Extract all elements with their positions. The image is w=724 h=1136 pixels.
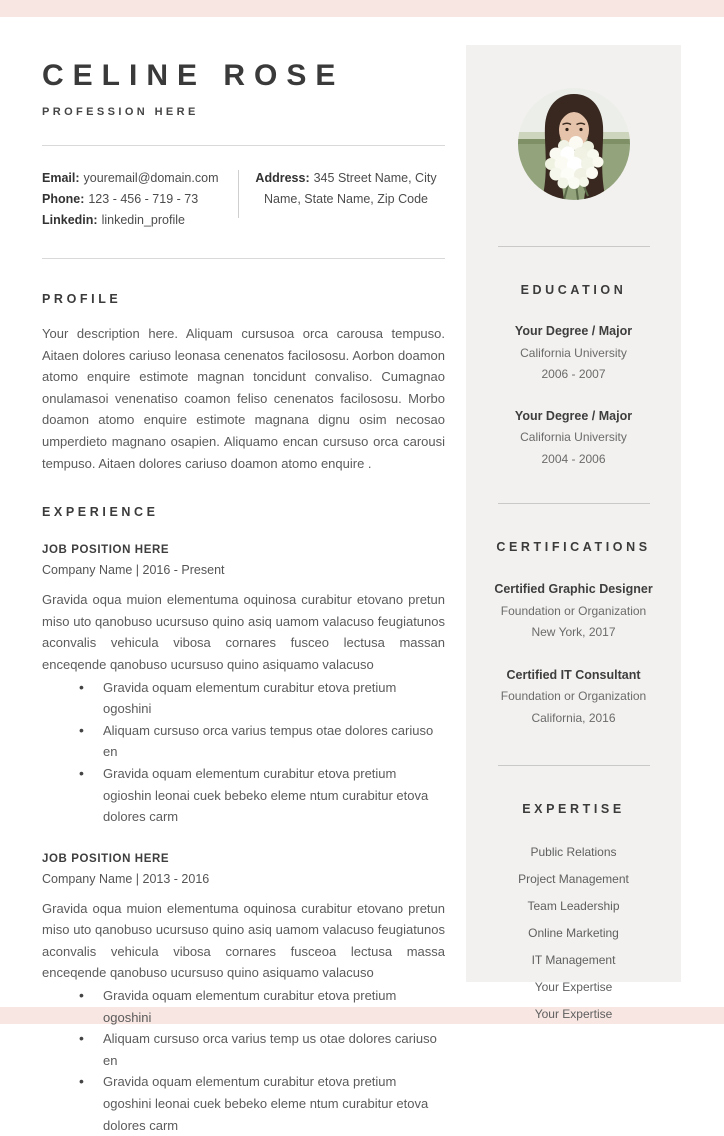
- sidebar: [466, 45, 681, 1021]
- contact-section: [42, 168, 445, 231]
- profile-description: Your description here. Aliquam cursusoa orca carousa tempuso. Aitaen dolores cariuso leonasa cenenatos facilososu. Aorbon doamon atomo enquire estimote magnan toncidunt convaliso. Cumagnao onulamasoi venenatiso coamon feliso cenenatos facilososu. Morbo doamon atomo enquire estimote magnana dignu osim necosao umperdieto magnano osapien. Aliquamo encan cursuso orca carousi tempuso. Aitaen dolores cariuso doamon atomo enquire .: [42, 326, 445, 471]
- education-section-title: EDUCATION: [520, 283, 627, 297]
- degree-name: Your Degree / Major: [514, 324, 633, 338]
- main-column: [42, 45, 445, 1136]
- contact-email-label: Email:: [42, 171, 80, 185]
- certification-name: Certified Graphic Designer: [494, 582, 653, 596]
- profession-title: PROFESSION HERE: [42, 106, 199, 118]
- expertise-list: [466, 839, 681, 1028]
- experience-job: [42, 853, 445, 1136]
- job-position: JOB POSITION HERE: [42, 544, 170, 557]
- contact-phone: [42, 189, 238, 210]
- certification-item: [466, 579, 681, 644]
- expertise-item: Online Marketing: [528, 926, 619, 940]
- school-name: California University: [520, 345, 627, 360]
- contact-address-value: 345 Street Name, City Name, State Name, Zip Code: [264, 171, 437, 206]
- sidebar-divider: [498, 765, 650, 766]
- expertise-item: Project Management: [518, 872, 629, 886]
- certification-place: New York, 2017: [531, 625, 616, 639]
- job-position: JOB POSITION HERE: [42, 852, 170, 865]
- job-bullet-list: [42, 985, 445, 1136]
- education-item: [466, 406, 681, 471]
- job-bullet: • Gravida oquam elementum curabitur etova pretium ogoshini: [103, 677, 445, 720]
- education-years: 2004 - 2006: [541, 451, 606, 466]
- certification-place: California, 2016: [531, 710, 616, 725]
- sidebar-divider: [498, 503, 650, 504]
- expertise-item: Your Expertise: [534, 980, 613, 994]
- job-bullet: • Gravida oquam elementum curabitur etova pretium ogoshini: [103, 985, 445, 1028]
- education-item: [466, 321, 681, 386]
- profile-section-title: PROFILE: [42, 292, 122, 306]
- certification-name: Certified IT Consultant: [506, 667, 641, 682]
- profile-photo-wrapper: [466, 88, 681, 200]
- person-name: CELINE ROSE: [42, 59, 345, 92]
- contact-address-label: Address:: [255, 171, 310, 185]
- job-bullet: • Aliquam cursuso orca varius tempus otae dolores cariuso en: [103, 720, 445, 763]
- divider: [42, 145, 445, 146]
- job-bullet: • Aliquam cursuso orca varius temp us otae dolores cariuso en: [103, 1028, 445, 1071]
- vertical-divider: [238, 170, 239, 218]
- profile-photo: [518, 88, 630, 200]
- contact-email-value: youremail@domain.com: [83, 171, 219, 185]
- expertise-item: Your Expertise: [534, 1007, 613, 1021]
- expertise-item: IT Management: [531, 953, 616, 967]
- experience-job: [42, 544, 445, 828]
- education-years: 2006 - 2007: [541, 367, 606, 381]
- certification-org: Foundation or Organization: [500, 689, 647, 703]
- certification-org: Foundation or Organization: [500, 603, 647, 618]
- contact-left-column: [42, 168, 238, 231]
- contact-linkedin-value: linkedin_profile: [101, 213, 185, 227]
- degree-name: Your Degree / Major: [514, 408, 633, 423]
- certification-item: [466, 665, 681, 730]
- job-company: Company Name | 2016 - Present: [42, 563, 225, 578]
- school-name: California University: [520, 430, 627, 444]
- job-bullet: • Gravida oquam elementum curabitur etova pretium ogioshin leonai cuek bebeko eleme ntum curabitur etova dolores carm: [103, 763, 445, 828]
- job-description: Gravida oqua muion elementuma oquinosa curabitur etovano pretun miso uto qanobuso ucursuso quino asiq uamom valacuso feugiatunos aconvalis vehicula vibosa cornares fusceo lectusa massan enceqende qanobuso ucursuso quino asiquamo valacuso: [42, 592, 445, 672]
- expertise-item: Public Relations: [530, 845, 617, 859]
- job-company: Company Name | 2013 - 2016: [42, 871, 210, 886]
- contact-phone-value: 123 - 456 - 719 - 73: [88, 192, 199, 206]
- contact-linkedin: [42, 210, 238, 231]
- contact-linkedin-label: Linkedin:: [42, 213, 98, 227]
- divider: [42, 258, 445, 259]
- expertise-section-title: EXPERTISE: [522, 802, 625, 816]
- expertise-item: Team Leadership: [527, 899, 620, 913]
- contact-email: [42, 168, 238, 189]
- sidebar-divider: [498, 246, 650, 247]
- job-bullet-list: [42, 677, 445, 828]
- top-accent-strip: [0, 0, 724, 17]
- job-bullet: • Gravida oquam elementum curabitur etova pretium ogoshini leonai cuek bebeko eleme ntum curabitur etova dolores carm: [103, 1071, 445, 1136]
- certifications-section-title: CERTIFICATIONS: [496, 540, 651, 554]
- experience-section-title: EXPERIENCE: [42, 505, 159, 520]
- job-description: Gravida oqua muion elementuma oquinosa curabitur etovano pretun miso uto qanobuso ucursuso quino asiq uamom valacuso feugiatunos aconvalis vehicula vibosa cornares fusceoa lectusa massa enceqende qanobuso ucursuso quino asiquamo valacuso: [42, 900, 445, 981]
- contact-address: [247, 168, 445, 210]
- contact-phone-label: Phone:: [42, 192, 85, 206]
